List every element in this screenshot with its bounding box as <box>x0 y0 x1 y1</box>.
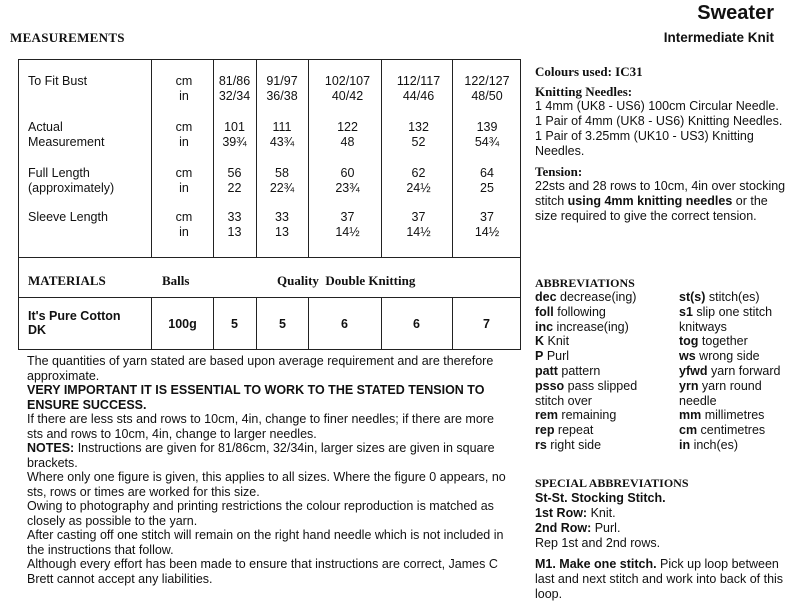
balls-count: 6 <box>413 317 420 331</box>
value-in: 14½ <box>474 225 500 239</box>
unit-label: cm <box>175 74 193 88</box>
needle-item: 1 Pair of 4mm (UK8 - US6) Knitting Needles. <box>535 114 783 128</box>
abbreviation-meaning: Knit <box>544 334 570 349</box>
note-paragraph <box>27 499 507 528</box>
abbreviation-meaning: decrease(ing) <box>556 290 637 304</box>
abbreviation-term: in <box>679 437 691 452</box>
value-in: 22 <box>227 181 242 195</box>
measurement-label <box>28 166 114 196</box>
abbreviation-item <box>535 349 637 364</box>
value-cm: 37 <box>480 210 494 224</box>
column-divider <box>452 297 453 349</box>
abbreviation-item <box>679 379 780 394</box>
column-divider <box>151 297 152 349</box>
value-cm: 122/127 <box>464 74 510 88</box>
materials-heading: MATERIALS <box>28 273 106 288</box>
note-paragraph <box>27 470 507 499</box>
abbreviation-item <box>535 394 637 409</box>
abbreviation-meaning: slip one stitch <box>692 304 773 319</box>
value-in: 39¾ <box>222 135 247 149</box>
value-in: 13 <box>227 225 242 239</box>
abbreviation-meaning: together <box>698 334 748 349</box>
abbreviation-term: cm <box>679 423 698 438</box>
note-text: Owing to photography and printing restrictions the colour reproduction is matched as closely as possible to the yarn. <box>27 499 494 528</box>
abbreviation-term: ws <box>679 349 696 364</box>
measurements-heading: MEASUREMENTS <box>10 30 125 45</box>
tension-heading: Tension: <box>535 164 583 179</box>
needle-item: 1 4mm (UK8 - US6) 100cm Circular Needle. <box>535 99 779 113</box>
unit-label: in <box>179 225 189 239</box>
abbreviation-item <box>535 364 637 379</box>
abbreviation-meaning: knitways <box>679 319 727 334</box>
unit-labels <box>171 210 197 240</box>
value-cm: 111 <box>272 120 292 134</box>
column-divider <box>308 60 309 257</box>
yarn-name <box>28 309 121 337</box>
unit-label: in <box>179 89 189 103</box>
abbreviation-meaning: yarn forward <box>707 363 781 378</box>
measurement-label-line: Sleeve Length <box>28 210 108 224</box>
skill-level: Intermediate Knit <box>663 30 774 45</box>
note-paragraph <box>27 412 507 441</box>
m1-text: Pick up loop between last and next stitch and work into back of this loop. <box>535 557 784 601</box>
unit-labels <box>171 120 197 150</box>
abbreviation-term: yfwd <box>679 363 708 378</box>
needle-item: 1 Pair of 3.25mm (UK10 - US3) Knitting Needles. <box>535 129 754 158</box>
pattern-notes <box>27 354 507 586</box>
balls-heading: Balls <box>162 273 190 288</box>
abbreviation-meaning: wrong side <box>695 349 760 364</box>
value-cm: 81/86 <box>218 74 251 88</box>
measurement-cell <box>213 120 256 150</box>
note-emphasis: VERY IMPORTANT IT IS ESSENTIAL TO WORK TO THE STATED TENSION TO ENSURE SUCCESS. <box>27 383 485 412</box>
value-in: 44/46 <box>402 89 435 103</box>
unit-label: cm <box>175 210 193 224</box>
measurement-label-line: Full Length <box>28 166 90 180</box>
measurement-cell <box>383 74 454 104</box>
value-cm: 64 <box>480 166 494 180</box>
abbreviation-item <box>679 364 780 379</box>
measurement-cell <box>256 120 308 150</box>
yarn-name-line: It's Pure Cotton <box>28 309 121 323</box>
quality-heading: Quality Double Knitting <box>277 273 416 288</box>
measurement-cell <box>383 210 454 240</box>
abbreviation-term: psso <box>535 378 565 393</box>
abbreviation-item <box>679 334 780 349</box>
row-text: Purl. <box>591 521 621 535</box>
value-in: 25 <box>480 181 494 195</box>
abbreviation-meaning: remaining <box>557 408 617 423</box>
abbreviation-meaning: centimetres <box>697 423 766 438</box>
abbreviation-term: rep <box>535 423 555 438</box>
note-paragraph <box>27 383 507 412</box>
row-label: 2nd Row: <box>535 521 592 535</box>
value-cm: 101 <box>224 120 245 134</box>
unit-label: in <box>179 181 189 195</box>
measurement-label <box>28 120 104 150</box>
abbreviation-item <box>535 379 637 394</box>
row-2 <box>535 521 790 536</box>
value-cm: 58 <box>275 166 289 180</box>
value-in: 48/50 <box>471 89 503 103</box>
value-cm: 33 <box>227 210 242 224</box>
tension-text-part: or the size required to give the correct tension. <box>535 194 768 223</box>
value-cm: 112/117 <box>396 74 441 88</box>
value-cm: 91/97 <box>266 74 298 88</box>
value-in: 43¾ <box>269 135 295 149</box>
balls-count: 5 <box>231 317 238 331</box>
abbreviation-item <box>679 423 780 438</box>
measurement-cell <box>256 166 308 196</box>
right-column <box>535 64 790 224</box>
abbreviation-meaning: Purl <box>543 349 570 364</box>
value-in: 52 <box>411 135 426 149</box>
ball-weight: 100g <box>168 317 197 331</box>
abbreviation-item <box>679 290 780 305</box>
column-divider <box>151 60 152 257</box>
measurement-cell <box>453 74 521 104</box>
tension-text-part: 22sts and 28 rows to 10cm, 4in over stocking stitch <box>535 179 786 208</box>
note-text: Although every effort has been made to ensure that instructions are correct, James C Brett cannot accept any liabilities. <box>27 557 498 586</box>
abbreviation-meaning: pattern <box>557 363 601 378</box>
value-cm: 139 <box>476 120 498 134</box>
value-cm: 56 <box>227 166 242 180</box>
abbreviation-item <box>535 408 637 423</box>
measurement-cell <box>213 74 256 104</box>
abbreviations-left <box>535 290 637 453</box>
abbreviation-item <box>535 438 637 453</box>
measurement-label <box>28 74 87 89</box>
abbreviation-term: patt <box>535 363 558 378</box>
pattern-title: Sweater <box>697 2 774 24</box>
abbreviation-term: st(s) <box>679 290 706 304</box>
balls-count: 7 <box>483 317 490 331</box>
value-cm: 102/107 <box>324 74 371 88</box>
measurement-cell <box>311 210 384 240</box>
row-1 <box>535 506 790 521</box>
abbreviation-term: dec <box>535 290 557 304</box>
abbreviation-term: rem <box>535 408 558 423</box>
abbreviation-item <box>679 438 780 453</box>
value-in: 23¾ <box>335 181 360 195</box>
value-in: 22¾ <box>269 181 295 195</box>
note-text: If there are less sts and rows to 10cm, 4in, change to finer needles; if there are more sts and rows to 10cm, 4in, change to larger needles. <box>27 412 494 441</box>
unit-label: cm <box>175 120 193 134</box>
balls-count: 6 <box>341 317 348 331</box>
abbreviation-item <box>679 320 780 335</box>
stocking-stitch: St-St. Stocking Stitch. <box>535 491 666 505</box>
abbreviation-item <box>679 394 780 409</box>
measurements-table <box>18 59 521 350</box>
abbreviation-item <box>535 290 637 305</box>
abbreviation-item <box>679 349 780 364</box>
value-cm: 60 <box>340 166 355 180</box>
abbreviation-meaning: stitch(es) <box>705 290 760 304</box>
value-in: 48 <box>340 135 355 149</box>
value-cm: 122 <box>337 120 358 134</box>
unit-labels <box>171 74 197 104</box>
note-emphasis: NOTES: <box>27 441 75 455</box>
note-text: Where only one figure is given, this applies to all sizes. Where the figure 0 appears, no sts, rows or times are worked for this size. <box>27 470 506 499</box>
abbreviation-item <box>679 305 780 320</box>
column-divider <box>381 297 382 349</box>
balls-count: 5 <box>279 317 286 331</box>
tension-text <box>535 179 790 224</box>
unit-labels <box>171 166 197 196</box>
measurement-cell <box>256 74 308 104</box>
abbreviation-meaning: pass slipped <box>564 378 638 393</box>
abbreviations-heading: ABBREVIATIONS <box>535 276 635 290</box>
measurement-cell <box>311 74 384 104</box>
note-text: After casting off one stitch will remain on the right hand needle which is not included in the instructions that follow. <box>27 528 504 557</box>
abbreviation-item <box>535 334 637 349</box>
special-abbreviations <box>535 476 790 602</box>
value-in: 54¾ <box>474 135 500 149</box>
abbreviation-item <box>535 305 637 320</box>
abbreviation-term: yrn <box>679 378 699 393</box>
note-paragraph <box>27 528 507 557</box>
abbreviation-term: P <box>535 349 544 364</box>
tension-needles: using 4mm knitting needles <box>567 194 733 208</box>
m1-label: M1. Make one stitch. <box>535 557 657 571</box>
abbreviation-meaning: repeat <box>554 423 594 438</box>
measurement-label-line: Measurement <box>28 135 105 149</box>
measurement-label-line: To Fit Bust <box>28 74 88 88</box>
unit-label: in <box>179 135 189 149</box>
note-text: Instructions are given for 81/86cm, 32/34in, larger sizes are given in square brackets. <box>27 441 495 470</box>
abbreviation-meaning: needle <box>679 393 717 408</box>
row-label: 1st Row: <box>535 506 588 520</box>
value-in: 14½ <box>335 225 360 239</box>
abbreviations-right <box>679 290 780 453</box>
abbreviation-term: tog <box>679 334 699 349</box>
needles-heading: Knitting Needles: <box>535 84 633 99</box>
measurement-cell <box>213 166 256 196</box>
value-cm: 132 <box>408 120 429 134</box>
note-paragraph <box>27 557 507 586</box>
value-in: 24½ <box>406 181 431 195</box>
abbreviation-term: mm <box>679 408 702 423</box>
table-divider <box>19 297 520 298</box>
value-cm: 62 <box>411 166 426 180</box>
abbreviation-term: K <box>535 334 545 349</box>
value-cm: 33 <box>275 210 289 224</box>
measurement-cell <box>453 166 521 196</box>
measurement-cell <box>213 210 256 240</box>
abbreviation-meaning: millimetres <box>701 408 765 423</box>
measurement-cell <box>453 210 521 240</box>
abbreviation-meaning: stitch over <box>535 393 592 408</box>
value-in: 40/42 <box>331 89 364 103</box>
value-in: 32/34 <box>218 89 251 103</box>
abbreviation-term: foll <box>535 304 554 319</box>
table-divider <box>19 257 520 258</box>
abbreviation-item <box>535 320 637 335</box>
measurement-label-line: (approximately) <box>28 181 115 195</box>
abbreviation-item <box>535 423 637 438</box>
note-paragraph <box>27 441 507 470</box>
unit-label: cm <box>175 166 193 180</box>
measurement-cell <box>453 120 521 150</box>
yarn-name-line: DK <box>28 323 47 337</box>
colours-used: Colours used: IC31 <box>535 64 643 79</box>
abbreviation-term: s1 <box>679 304 693 319</box>
abbreviation-meaning: right side <box>546 437 602 452</box>
value-cm: 37 <box>411 210 426 224</box>
value-in: 13 <box>275 225 289 239</box>
measurement-label <box>28 210 108 225</box>
abbreviation-meaning: yarn round <box>698 378 762 393</box>
make-one <box>535 557 790 602</box>
special-heading: SPECIAL ABBREVIATIONS <box>535 476 689 490</box>
note-text: The quantities of yarn stated are based upon average requirement and are therefore approximate. <box>27 354 494 383</box>
abbreviation-meaning: following <box>553 304 606 319</box>
measurement-cell <box>383 166 454 196</box>
abbreviation-term: inc <box>535 319 554 334</box>
repeat-rows: Rep 1st and 2nd rows. <box>535 536 661 550</box>
row-text: Knit. <box>587 506 616 520</box>
measurement-cell <box>383 120 454 150</box>
abbreviation-meaning: increase(ing) <box>553 319 629 334</box>
note-paragraph <box>27 354 507 383</box>
measurement-cell <box>311 120 384 150</box>
value-in: 36/38 <box>266 89 298 103</box>
abbreviation-term: rs <box>535 437 547 452</box>
abbreviation-meaning: inch(es) <box>690 437 739 452</box>
measurement-label-line: Actual <box>28 120 63 134</box>
measurement-cell <box>311 166 384 196</box>
measurement-cell <box>256 210 308 240</box>
value-in: 14½ <box>406 225 431 239</box>
abbreviation-item <box>679 408 780 423</box>
value-cm: 37 <box>340 210 355 224</box>
